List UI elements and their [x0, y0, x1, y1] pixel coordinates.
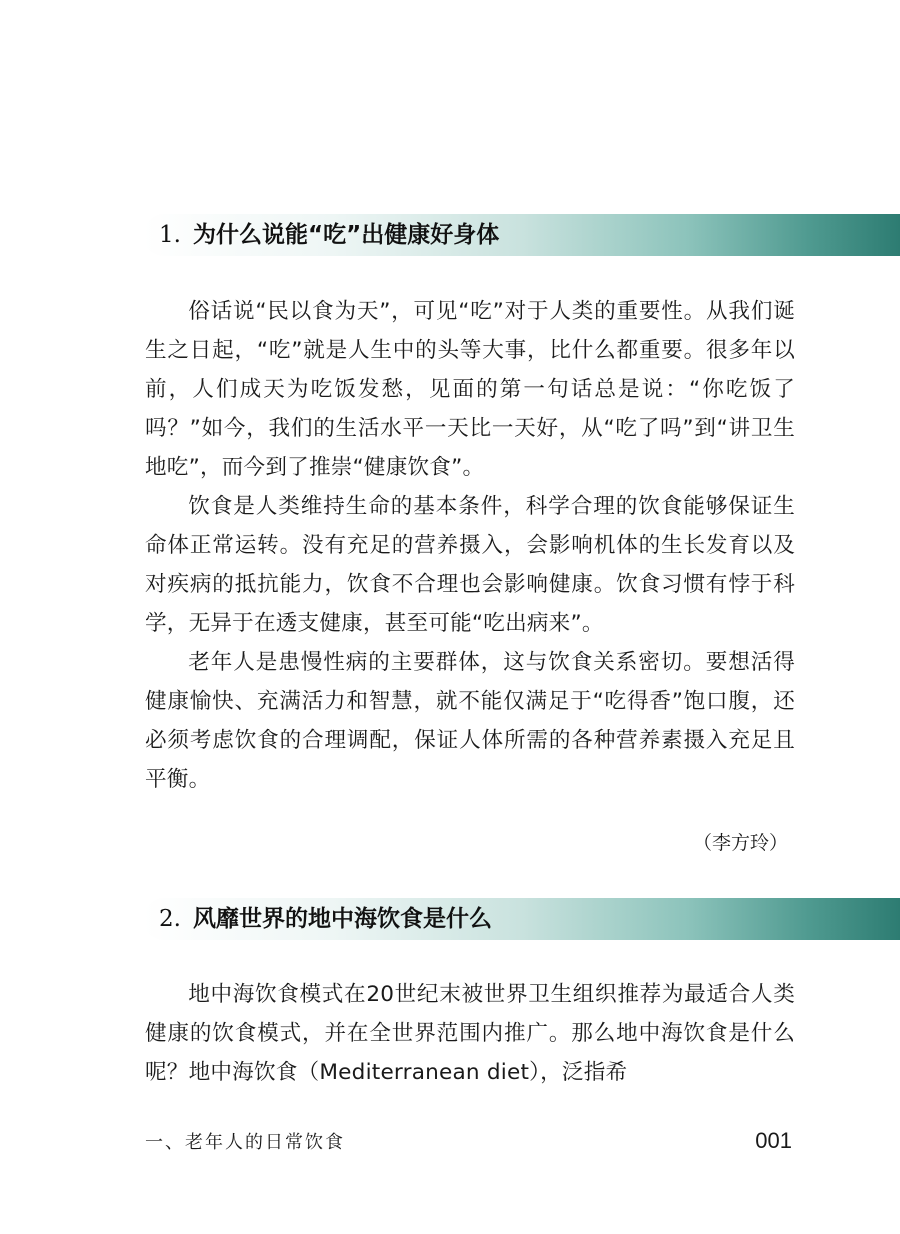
section-1-author: （李方玲） [692, 832, 788, 854]
section-1-paragraph-1: 俗话说“民以食为天”，可见“吃”对于人类的重要性。从我们诞生之日起，“吃”就是人生中的头等大事，比什么都重要。很多年以前，人们成天为吃饭发愁，见面的第一句话总是说：“你吃饭了吗？”如今，我们的生活水平一天比一天好，从“吃了吗”到“讲卫生地吃”，而今到了推崇“健康饮食”。 [145, 299, 795, 480]
section-2-paragraph-1: 地中海饮食模式在20世纪末被世界卫生组织推荐为最适合人类健康的饮食模式，并在全世界范围内推广。那么地中海饮食是什么呢？地中海饮食（Mediterranean diet），泛指希 [145, 982, 795, 1085]
section-1-paragraph-3: 老年人是患慢性病的主要群体，这与饮食关系密切。要想活得健康愉快、充满活力和智慧，就不能仅满足于“吃得香”饱口腹，还必须考虑饮食的合理调配，保证人体所需的各种营养素摄入充足且平衡。 [145, 650, 795, 792]
section-1-number: 1. [159, 222, 181, 248]
section-2-header [143, 898, 900, 940]
page-number: 001 [755, 1128, 792, 1153]
section-1-header [143, 214, 900, 256]
section-1-paragraph-2: 饮食是人类维持生命的基本条件，科学合理的饮食能够保证生命体正常运转。没有充足的营养摄入，会影响机体的生长发育以及对疾病的抵抗能力，饮食不合理也会影响健康。饮食习惯有悖于科学，无异于在透支健康，甚至可能“吃出病来”。 [145, 494, 795, 636]
footer-chapter: 一、老年人的日常饮食 [145, 1132, 345, 1153]
section-2-title [159, 898, 492, 940]
section-1-title [159, 214, 499, 256]
section-1-title-text: 为什么说能“吃”出健康好身体 [192, 222, 500, 248]
section-2-number: 2. [159, 906, 181, 932]
section-2-title-text: 风靡世界的地中海饮食是什么 [192, 906, 492, 932]
